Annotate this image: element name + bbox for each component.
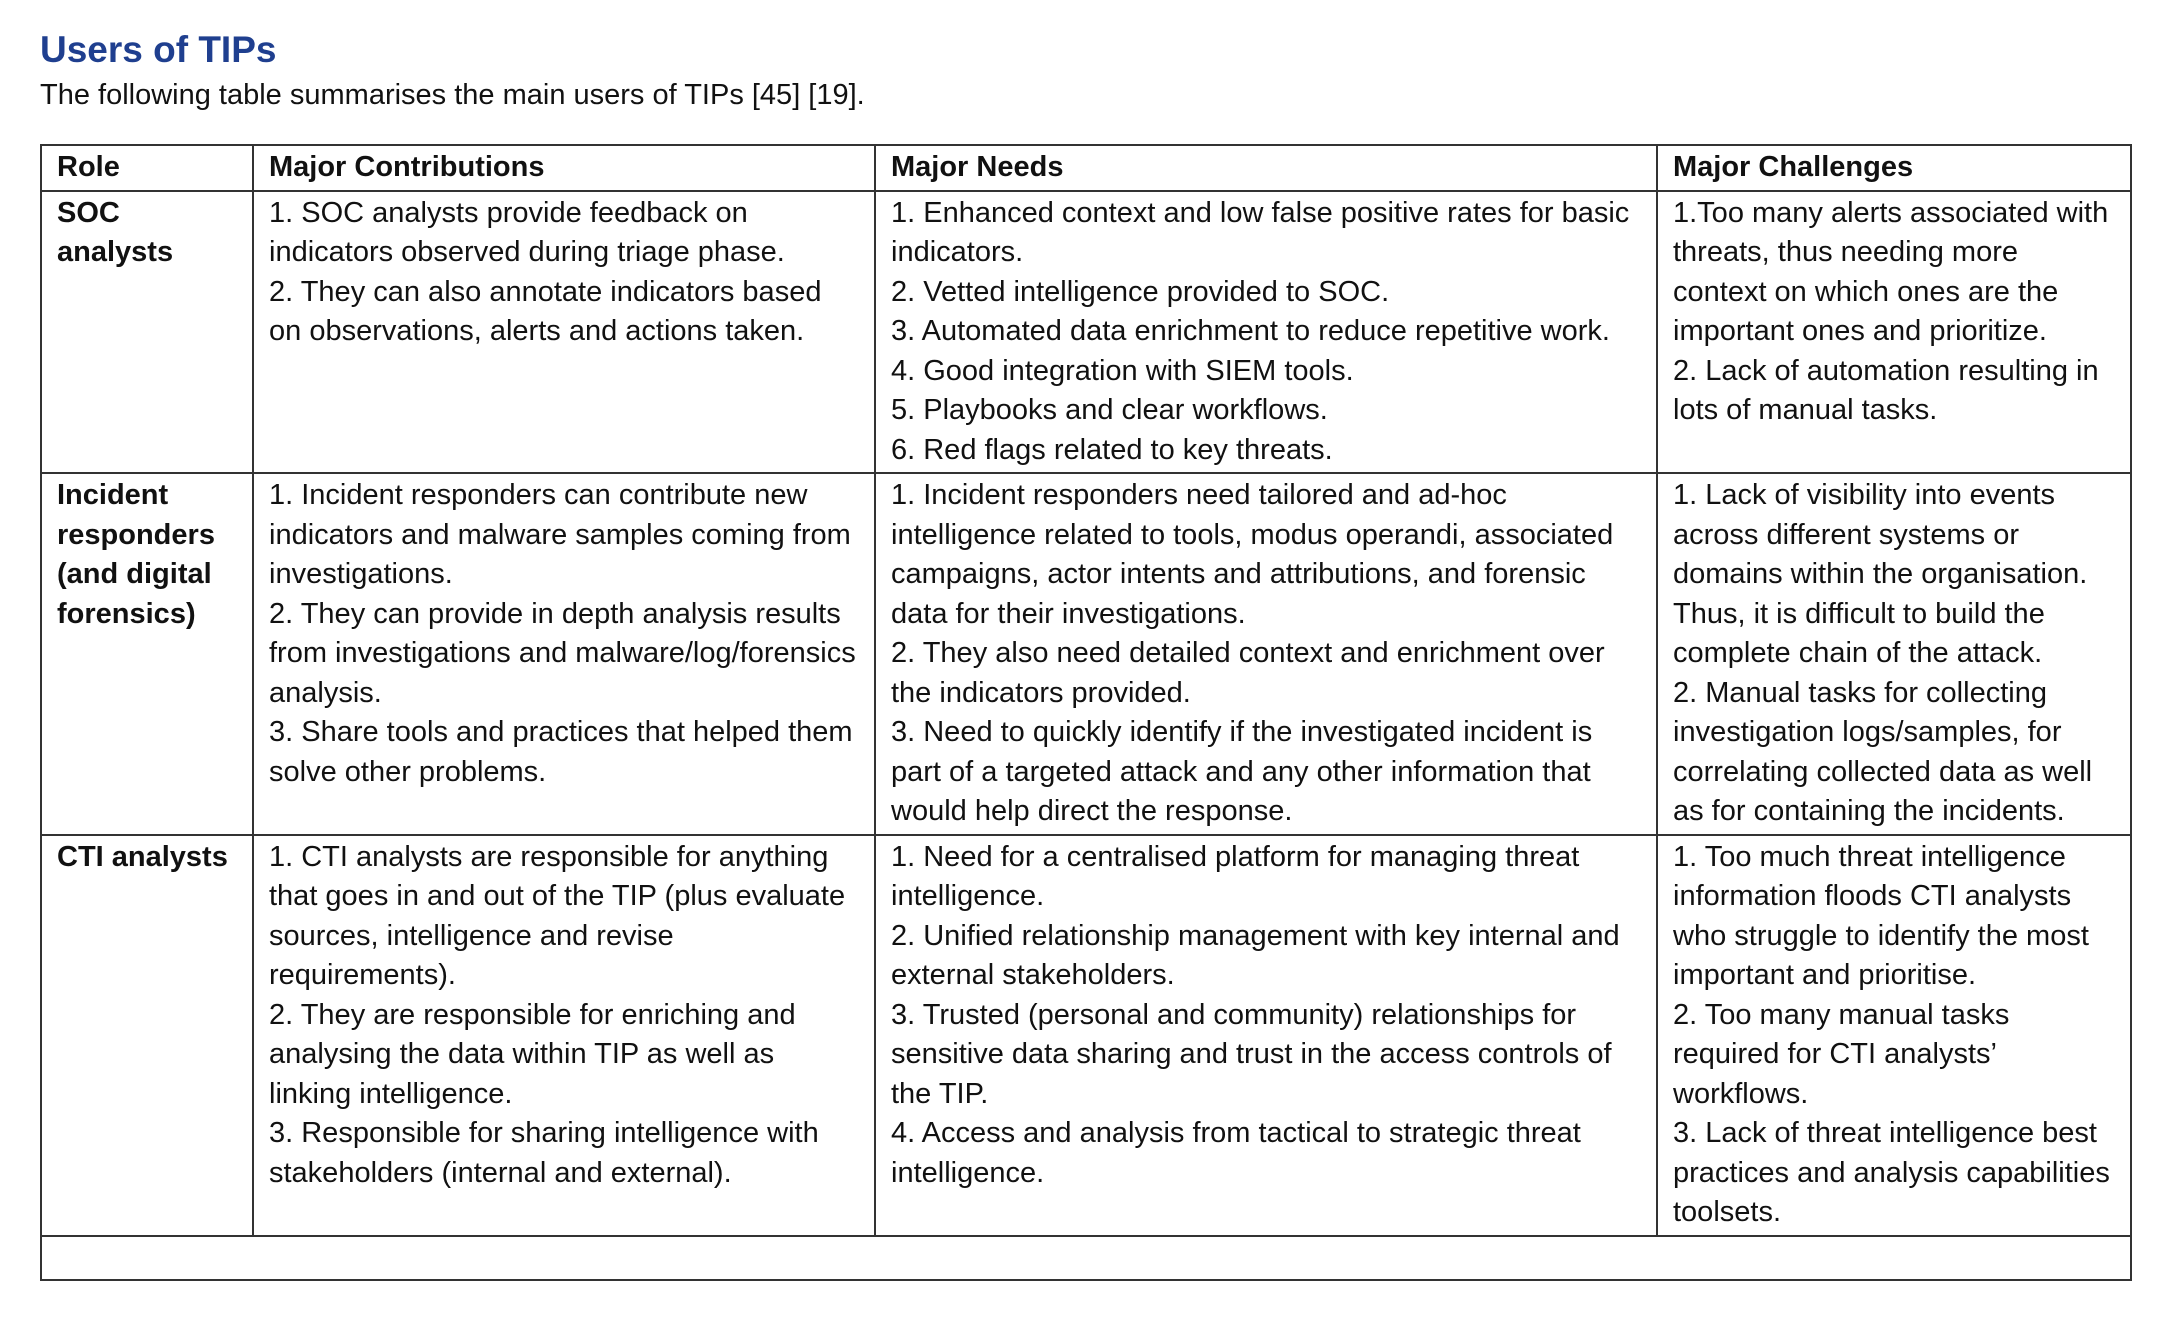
- header-role: Role: [41, 145, 253, 191]
- document-page: [40, 26, 2130, 1228]
- role-cell: [41, 473, 253, 835]
- list-item: 2. They can also annotate indicators based on observations, alerts and actions taken.: [269, 275, 822, 347]
- list-item: 3. Lack of threat intelligence best practices and analysis capabilities toolsets.: [1673, 1117, 2110, 1228]
- role-label: Incident responders (and digital forensics): [57, 479, 215, 630]
- header-contributions: Major Contributions: [253, 145, 875, 191]
- list-item: 2. Unified relationship management with key internal and external stakeholders.: [891, 919, 1620, 991]
- list-item: 4. Good integration with SIEM tools.: [891, 354, 1354, 387]
- needs-cell: [875, 191, 1657, 474]
- list-item: 2. They can provide in depth analysis results from investigations and malware/log/forensics analysis.: [269, 597, 856, 709]
- list-item: 3. Trusted (personal and community) relationships for sensitive data sharing and trust in the access controls of the TIP.: [891, 998, 1612, 1110]
- list-item: 1. Lack of visibility into events across different systems or domains within the organisation. Thus, it is difficult to build the complete chain of the attack.: [1673, 479, 2088, 669]
- list-item: 5. Playbooks and clear workflows.: [891, 394, 1328, 426]
- list-item: 1.Too many alerts associated with threats, thus needing more context on which ones are the important ones and prioritize.: [1673, 196, 2109, 347]
- contributions-cell: [253, 191, 875, 474]
- table-header-row: [41, 145, 2131, 191]
- table-row: [41, 835, 2131, 1236]
- role-cell: [41, 191, 253, 474]
- list-item: 1. Enhanced context and low false positive rates for basic indicators.: [891, 196, 1630, 268]
- role-label: SOC analysts: [57, 196, 174, 268]
- challenges-cell: [1657, 835, 2131, 1236]
- list-item: 2. Vetted intelligence provided to SOC.: [891, 275, 1390, 308]
- list-item: 1. Too much threat intelligence information floods CTI analysts who struggle to identify the most important and prioritise.: [1673, 840, 2089, 991]
- list-item: 1. Need for a centralised platform for managing threat intelligence.: [891, 840, 1580, 912]
- list-item: 4. Access and analysis from tactical to strategic threat intelligence.: [891, 1117, 1581, 1189]
- section-heading: Users of TIPs: [40, 29, 277, 70]
- role-cell: [41, 835, 253, 1236]
- header-needs: Major Needs: [875, 145, 1657, 191]
- intro-paragraph: The following table summarises the main users of TIPs [45] [19].: [40, 79, 865, 111]
- list-item: 1. CTI analysts are responsible for anything that goes in and out of the TIP (plus evaluate sources, intelligence and revise requirements).: [269, 840, 846, 991]
- needs-cell: [875, 835, 1657, 1236]
- list-item: 3. Share tools and practices that helped them solve other problems.: [269, 716, 853, 788]
- challenges-cell: [1657, 473, 2131, 835]
- table-row: [41, 191, 2131, 474]
- users-table: [40, 144, 2132, 1281]
- list-item: 3. Need to quickly identify if the investigated incident is part of a targeted attack and any other information that would help direct the response.: [891, 716, 1593, 827]
- list-item: 2. Manual tasks for collecting investigation logs/samples, for correlating collected data as well as for containing the incidents.: [1673, 676, 2093, 827]
- needs-cell: [875, 473, 1657, 835]
- contributions-cell: [253, 835, 875, 1236]
- list-item: 2. They also need detailed context and enrichment over the indicators provided.: [891, 637, 1605, 709]
- list-item: 3. Automated data enrichment to reduce repetitive work.: [891, 315, 1610, 347]
- list-item: 1. SOC analysts provide feedback on indicators observed during triage phase.: [269, 196, 785, 268]
- challenges-cell: [1657, 191, 2131, 474]
- list-item: 2. Too many manual tasks required for CTI analysts’ workflows.: [1673, 998, 2010, 1110]
- empty-cell: [41, 1236, 2131, 1280]
- table-row: [41, 473, 2131, 835]
- list-item: 1. Incident responders need tailored and ad-hoc intelligence related to tools, modus operandi, associated campaigns, actor intents and attributions, and forensic data for their investigations.: [891, 479, 1614, 630]
- list-item: 2. They are responsible for enriching and analysing the data within TIP as well as linking intelligence.: [269, 998, 796, 1110]
- list-item: 2. Lack of automation resulting in lots of manual tasks.: [1673, 354, 2099, 426]
- role-label: CTI analysts: [57, 840, 228, 873]
- contributions-cell: [253, 473, 875, 835]
- list-item: 6. Red flags related to key threats.: [891, 433, 1333, 466]
- list-item: 3. Responsible for sharing intelligence with stakeholders (internal and external).: [269, 1117, 819, 1189]
- header-challenges: Major Challenges: [1657, 145, 2131, 191]
- empty-table-row: [41, 1236, 2131, 1280]
- list-item: 1. Incident responders can contribute new indicators and malware samples coming from investigations.: [269, 479, 851, 590]
